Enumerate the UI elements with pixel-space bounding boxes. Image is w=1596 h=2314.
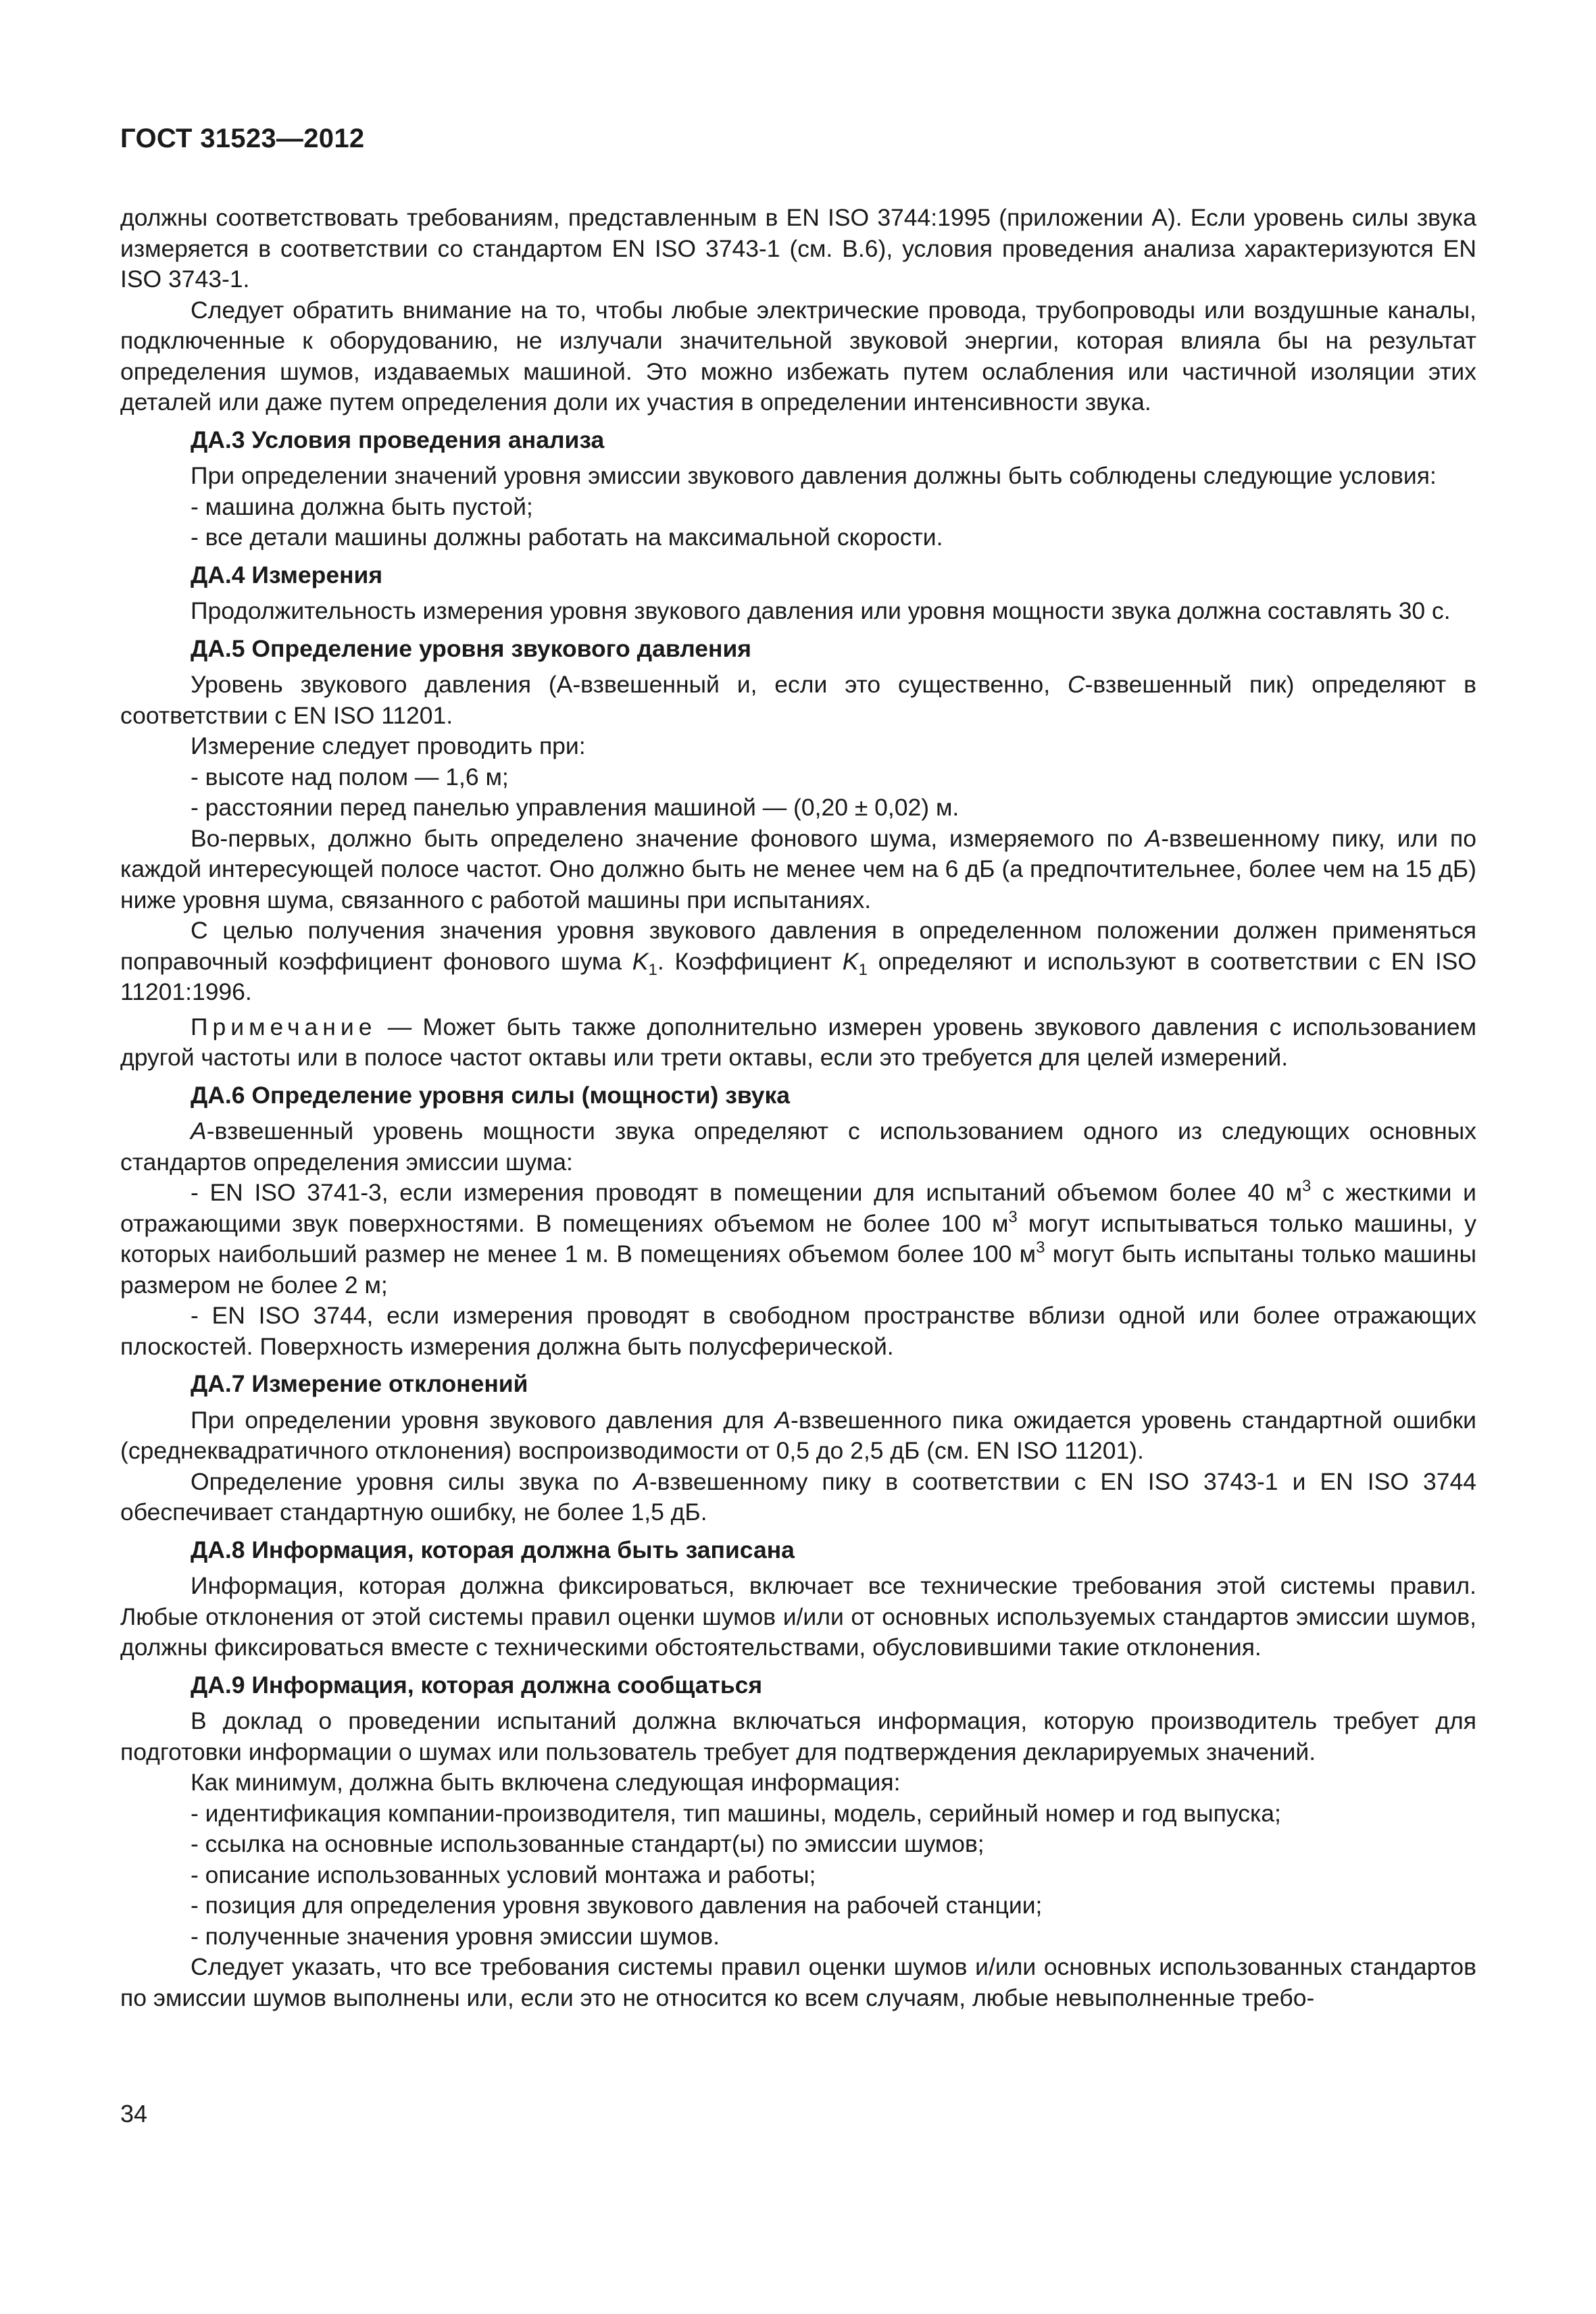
paragraph: Уровень звукового давления (А-взвешенный и, если это существенно, С-взвешенный пик) определяют в соответствии с EN ISO 11201. bbox=[120, 671, 1476, 729]
paragraph: Следует обратить внимание на то, чтобы любые электрические провода, трубопроводы или воздушные каналы, подключенные к оборудованию, не излучали значительной звуковой энергии, которая влияла бы на результат определения шумов, издаваемых машиной. Это можно избежать путем ослабления или частичной изоляции этих деталей или даже путем определения доли их участия в определении интенсивности звука. bbox=[120, 296, 1476, 416]
list-item: - высоте над полом — 1,6 м; bbox=[191, 763, 509, 790]
list-item: - ссылка на основные использованные стандарт(ы) по эмиссии шумов; bbox=[191, 1830, 984, 1857]
paragraph: При определении уровня звукового давления для А-взвешенного пика ожидается уровень стандартной ошибки (среднеквадратичного отклонения) воспроизводимости от 0,5 до 2,5 дБ (см. EN ISO 11201). bbox=[120, 1406, 1476, 1464]
page-number: 34 bbox=[120, 2100, 148, 2128]
paragraph: Определение уровня силы звука по А-взвешенному пику в соответствии с EN ISO 3743-1 и EN ISO 3744 обеспечивает стандартную ошибку, не более 1,5 дБ. bbox=[120, 1467, 1476, 1526]
document-body bbox=[120, 203, 1476, 2013]
section-heading-da6: ДА.6 Определение уровня силы (мощности) звука bbox=[191, 1081, 791, 1109]
list-item: - EN ISO 3741-3, если измерения проводят в помещении для испытаний объемом более 40 $м^3$ с жесткими и отражающими звук поверхностями. В помещениях объемом не более 100 $м^3$ могут испытываться только машины, у которых наибольший размер не менее 1 м. В помещениях объемом более 100 $м^3$ могут быть испытаны только машины размером не более 2 м; bbox=[120, 1177, 1477, 1299]
list-item: - EN ISO 3744, если измерения проводят в свободном пространстве вблизи одной или более отражающих плоскостей. Поверхность измерения должна быть полусферической. bbox=[120, 1302, 1476, 1360]
paragraph: Как минимум, должна быть включена следующая информация: bbox=[191, 1769, 901, 1796]
list-item: - описание использованных условий монтажа и работы; bbox=[191, 1861, 816, 1888]
paragraph: Продолжительность измерения уровня звукового давления или уровня мощности звука должна составлять 30 с. bbox=[191, 597, 1451, 624]
paragraph: С целью получения значения уровня звукового давления в определенном положении должен применяться поправочный коэффициент фонового шума $K_1$. Коэффициент $K_1$ определяют и используют в соответствии с EN ISO 11201:1996. bbox=[120, 917, 1477, 1005]
section-heading-da3: ДА.3 Условия проведения анализа bbox=[191, 426, 605, 453]
paragraph: Информация, которая должна фиксироваться, включает все технические требования этой системы правил. Любые отклонения от этой системы правил оценки шумов и/или от основных используемых стандартов эмиссии шумов, должны фиксироваться вместе с техническими обстоятельствами, обусловившими такие отклонения. bbox=[120, 1572, 1476, 1661]
section-heading-da4: ДА.4 Измерения bbox=[191, 561, 383, 588]
list-item: - полученные значения уровня эмиссии шумов. bbox=[191, 1922, 720, 1950]
paragraph: А-взвешенный уровень мощности звука определяют с использованием одного из следующих основных стандартов определения эмиссии шума: bbox=[120, 1117, 1476, 1176]
note: Примечание — Может быть также дополнительно измерен уровень звукового давления с использованием другой частоты или в полосе частот октавы или трети октавы, если это требуется для целей измерений. bbox=[120, 1013, 1476, 1071]
list-item: - машина должна быть пустой; bbox=[191, 493, 533, 520]
paragraph: должны соответствовать требованиям, представленным в EN ISO 3744:1995 (приложении А). Если уровень силы звука измеряется в соответствии со стандартом EN ISO 3743-1 (см. В.6), условия проведения анализа характеризуются EN ISO 3743-1. bbox=[120, 204, 1476, 293]
paragraph: Измерение следует проводить при: bbox=[191, 732, 586, 759]
list-item: - расстоянии перед панелью управления машиной — (0,20 ± 0,02) м. bbox=[191, 794, 959, 821]
list-item: - позиция для определения уровня звукового давления на рабочей станции; bbox=[191, 1892, 1043, 1919]
paragraph: Во-первых, должно быть определено значение фонового шума, измеряемого по А-взвешенному пику, или по каждой интересующей полосе частот. Оно должно быть не менее чем на 6 дБ (а предпочтительнее, более чем на 15 дБ) ниже уровня шума, связанного с работой машины при испытаниях. bbox=[120, 824, 1476, 913]
section-heading-da8: ДА.8 Информация, которая должна быть записана bbox=[191, 1536, 795, 1563]
section-heading-da7: ДА.7 Измерение отклонений bbox=[191, 1370, 528, 1397]
paragraph: При определении значений уровня эмиссии звукового давления должны быть соблюдены следующие условия: bbox=[191, 462, 1437, 489]
document-header: ГОСТ 31523—2012 bbox=[120, 124, 365, 153]
list-item: - идентификация компании-производителя, тип машины, модель, серийный номер и год выпуска; bbox=[191, 1799, 1281, 1827]
paragraph: Следует указать, что все требования системы правил оценки шумов и/или основных использованных стандартов по эмиссии шумов выполнены или, если это не относится ко всем случаям, любые невыполненные требо- bbox=[120, 1953, 1476, 2011]
section-heading-da5: ДА.5 Определение уровня звукового давления bbox=[191, 634, 752, 662]
list-item: - все детали машины должны работать на максимальной скорости. bbox=[191, 524, 943, 551]
paragraph: В доклад о проведении испытаний должна включаться информация, которую производитель требует для подготовки информации о шумах или пользователь требует для подтверждения декларируемых значений. bbox=[120, 1707, 1476, 1765]
section-heading-da9: ДА.9 Информация, которая должна сообщаться bbox=[191, 1671, 763, 1699]
